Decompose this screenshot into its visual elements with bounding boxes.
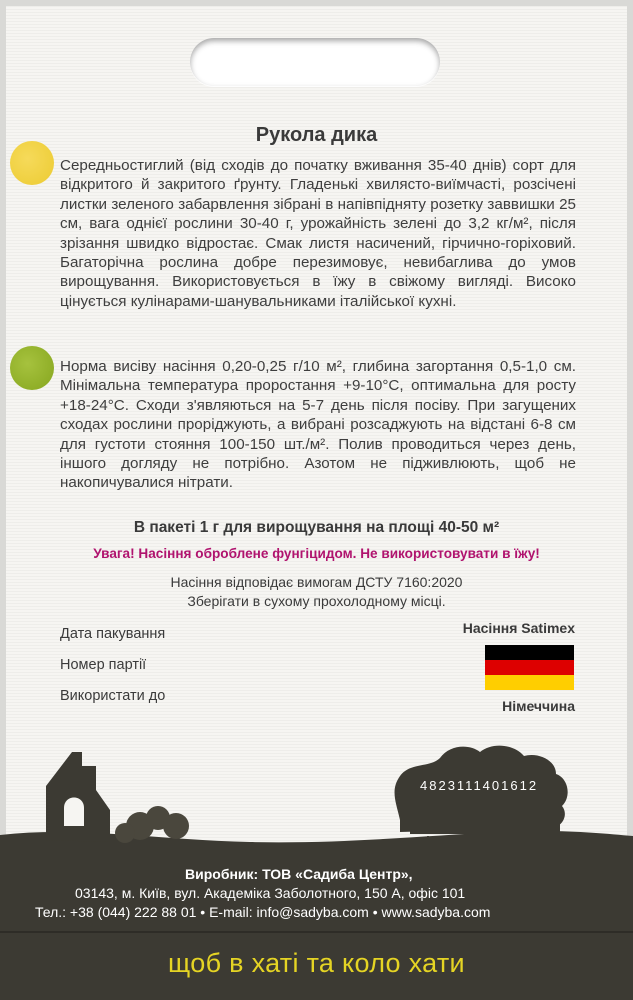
use-by-label: Використати до	[60, 688, 166, 704]
brand-label: Насіння Satimex	[462, 620, 575, 636]
pack-date-label: Дата пакування	[60, 626, 166, 642]
packet-info: В пакеті 1 г для вирощування на площі 40-50 м²	[133, 519, 500, 536]
manufacturer-contacts: Тел.: +38 (044) 222 88 01 • E-mail: info@sadyba.com • www.sadyba.com	[35, 904, 491, 920]
house-icon	[46, 752, 110, 842]
standard-line: Насіння відповідає вимогам ДСТУ 7160:2020	[170, 574, 463, 590]
cultivation-text: Норма висіву насіння 0,20-0,25 г/10 м², глибина загортання 0,5-1,0 см. Мінімальна температура проростання +9-10°С, оптимальна для росту +18-24°С. Сходи з'являються на 5-7 день після посіву. При загущених сходах рослини проріджують, а вибрані розсаджують на відстані 6-8 см для густоти стояння 100-150 шт./м². Полив проводиться через день, іншого догляду не потрібно. Азотом не підживлюють, щоб не накопичувалися нітрати.	[60, 358, 576, 492]
country-label: Німеччина	[502, 698, 575, 714]
slogan: щоб в хаті та коло хати	[168, 948, 465, 978]
storage-line: Зберігати в сухому прохолодному місці.	[187, 593, 446, 609]
batch-label: Номер партії	[60, 657, 147, 673]
fungicide-warning: Увага! Насіння оброблене фунгіцидом. Не використовувати в їжу!	[93, 546, 540, 561]
manufacturer-address: 03143, м. Київ, вул. Академіка Заболотного, 150 А, офіс 101	[75, 885, 466, 901]
barcode-number: 4823111401612	[420, 778, 539, 793]
product-title: Рукола дика	[255, 124, 378, 146]
description-text: Середньостиглий (від сходів до початку вживання 35-40 днів) сорт для відкритого й закритого ґрунту. Гладенькі хвилясто-виїмчасті, розсічені листки зеленого забарвлення зібрані в напівпідняту розетку заввишки 25 см, вага однієї рослини 30-40 г, урожайність зелені до 3,2 кг/м², після зрізання швидко відростає. Смак листя насичений, гірчично-горіховий. Багаторічна рослина добре перезимовує, невибаглива до умов вирощування. Використовується в їжу в свіжому вигляді. Високо цінується кулінарами-шанувальниками італійської кухні.	[60, 157, 576, 310]
manufacturer-name: Виробник: ТОВ «Садиба Центр»,	[185, 866, 413, 882]
